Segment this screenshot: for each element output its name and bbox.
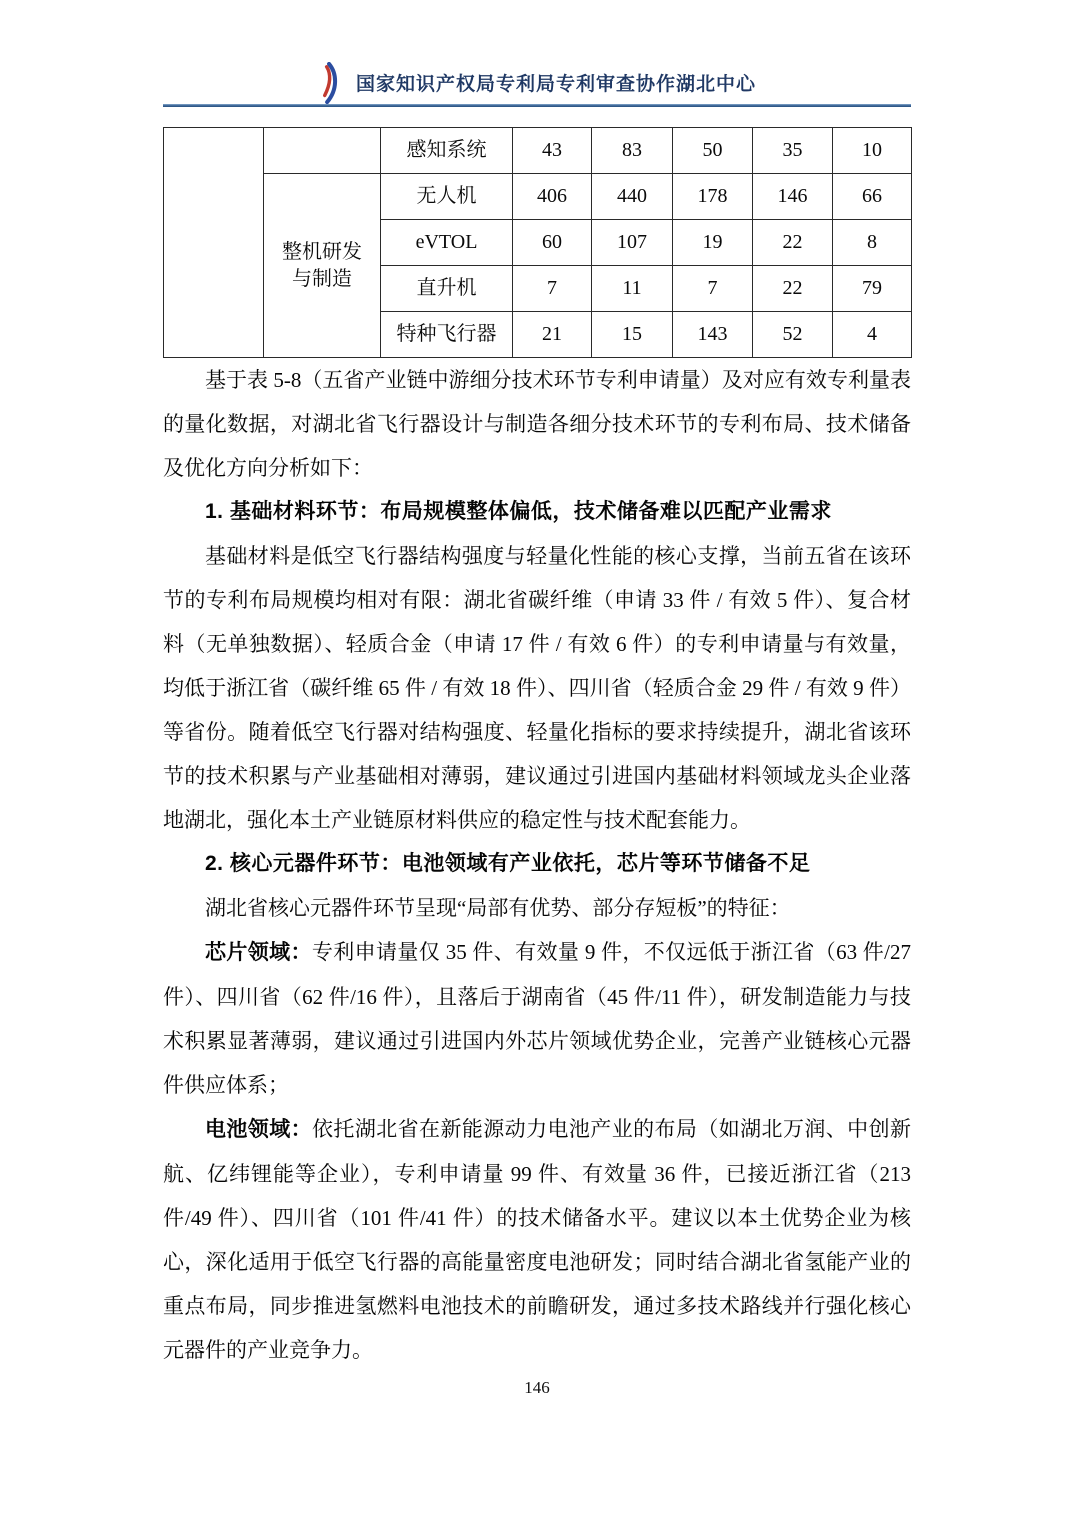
chip-domain-label: 芯片领域： bbox=[205, 941, 312, 964]
table-cell-value: 22 bbox=[753, 266, 833, 312]
section-heading-1: 1. 基础材料环节：布局规模整体偏低，技术储备难以匹配产业需求 bbox=[205, 500, 832, 523]
group-label-line2: 与制造 bbox=[292, 267, 352, 290]
table-cell-group-label bbox=[264, 174, 381, 358]
table-cell-row-label: 无人机 bbox=[381, 174, 513, 220]
para-components-intro: 湖北省核心元器件环节呈现“局部有优势、部分存短板”的特征： bbox=[205, 896, 791, 920]
table-cell-row-label: 感知系统 bbox=[381, 128, 513, 174]
document-body bbox=[163, 358, 911, 1372]
table-cell-value: 11 bbox=[592, 266, 673, 312]
table-cell-blank-category bbox=[164, 128, 264, 358]
page-number: 146 bbox=[524, 1378, 550, 1397]
table-cell-row-label: eVTOL bbox=[381, 220, 513, 266]
table-cell-value: 22 bbox=[753, 220, 833, 266]
table-row bbox=[164, 128, 912, 174]
table-cell-value: 79 bbox=[833, 266, 912, 312]
table-cell-value: 66 bbox=[833, 174, 912, 220]
table-cell-value: 15 bbox=[592, 312, 673, 358]
table-cell-value: 7 bbox=[513, 266, 592, 312]
table-cell-row-label: 直升机 bbox=[381, 266, 513, 312]
group-label-line1: 整机研发 bbox=[282, 240, 362, 263]
table-cell-value: 146 bbox=[753, 174, 833, 220]
table-cell-value: 143 bbox=[673, 312, 753, 358]
table-cell-value: 440 bbox=[592, 174, 673, 220]
table-cell-value: 4 bbox=[833, 312, 912, 358]
table-cell-value: 107 bbox=[592, 220, 673, 266]
header-rule-divider bbox=[163, 104, 911, 107]
patent-data-table bbox=[163, 127, 912, 358]
para-battery-domain bbox=[163, 1107, 911, 1372]
section-heading-2: 2. 核心元器件环节：电池领域有产业依托，芯片等环节储备不足 bbox=[205, 852, 811, 875]
ipo-logo-icon bbox=[318, 62, 342, 104]
battery-domain-label: 电池领域： bbox=[205, 1118, 313, 1141]
table-cell-blank-group bbox=[264, 128, 381, 174]
table-cell-value: 50 bbox=[673, 128, 753, 174]
table-cell-value: 10 bbox=[833, 128, 912, 174]
table-cell-value: 52 bbox=[753, 312, 833, 358]
table-cell-value: 7 bbox=[673, 266, 753, 312]
chip-domain-text: 专利申请量仅 35 件、有效量 9 件，不仅远低于浙江省（63 件/27 件）、四川省（62 件/16 件），且落后于湖南省（45 件/11 件），研发制造能力与技术积累显著薄弱，建议通过引进国内外芯片领域优势企业，完善产业链核心元器件供应体系； bbox=[163, 940, 911, 1097]
table-cell-value: 35 bbox=[753, 128, 833, 174]
table-row bbox=[164, 174, 912, 220]
table-cell-value: 60 bbox=[513, 220, 592, 266]
org-title: 国家知识产权局专利局专利审查协作湖北中心 bbox=[355, 74, 756, 95]
table-cell-value: 21 bbox=[513, 312, 592, 358]
table-cell-value: 8 bbox=[833, 220, 912, 266]
battery-domain-text: 依托湖北省在新能源动力电池产业的布局（如湖北万润、中创新航、亿纬锂能等企业），专利申请量 99 件、有效量 36 件，已接近浙江省（213 件/49 件）、四川省（101 件/41 件）的技术储备水平。建议以本土优势企业为核心，深化适用于低空飞行器的高能量密度电池研发；同时结合湖北省氢能产业的重点布局，同步推进氢燃料电池技术的前瞻研发，通过多技术路线并行强化核心元器件的产业竞争力。 bbox=[163, 1117, 911, 1362]
para-basic-materials: 基础材料是低空飞行器结构强度与轻量化性能的核心支撑，当前五省在该环节的专利布局规模均相对有限：湖北省碳纤维（申请 33 件 / 有效 5 件）、复合材料（无单独数据）、轻质合金（申请 17 件 / 有效 6 件）的专利申请量与有效量，均低于浙江省（碳纤维 65 件 / 有效 18 件）、四川省（轻质合金 29 件 / 有效 9 件）等省份。随着低空飞行器对结构强度、轻量化指标的要求持续提升，湖北省该环节的技术积累与产业基础相对薄弱，建议通过引进国内基础材料领域龙头企业落地湖北，强化本土产业链原材料供应的稳定性与技术配套能力。 bbox=[163, 544, 911, 832]
table-cell-value: 406 bbox=[513, 174, 592, 220]
table-cell-value: 43 bbox=[513, 128, 592, 174]
page-header bbox=[163, 60, 911, 105]
table-cell-row-label: 特种飞行器 bbox=[381, 312, 513, 358]
para-intro: 基于表 5-8（五省产业链中游细分技术环节专利申请量）及对应有效专利量表的量化数据，对湖北省飞行器设计与制造各细分技术环节的专利布局、技术储备及优化方向分析如下： bbox=[163, 368, 911, 480]
table-cell-value: 83 bbox=[592, 128, 673, 174]
table-cell-value: 19 bbox=[673, 220, 753, 266]
table-cell-value: 178 bbox=[673, 174, 753, 220]
para-chip-domain bbox=[163, 930, 911, 1107]
